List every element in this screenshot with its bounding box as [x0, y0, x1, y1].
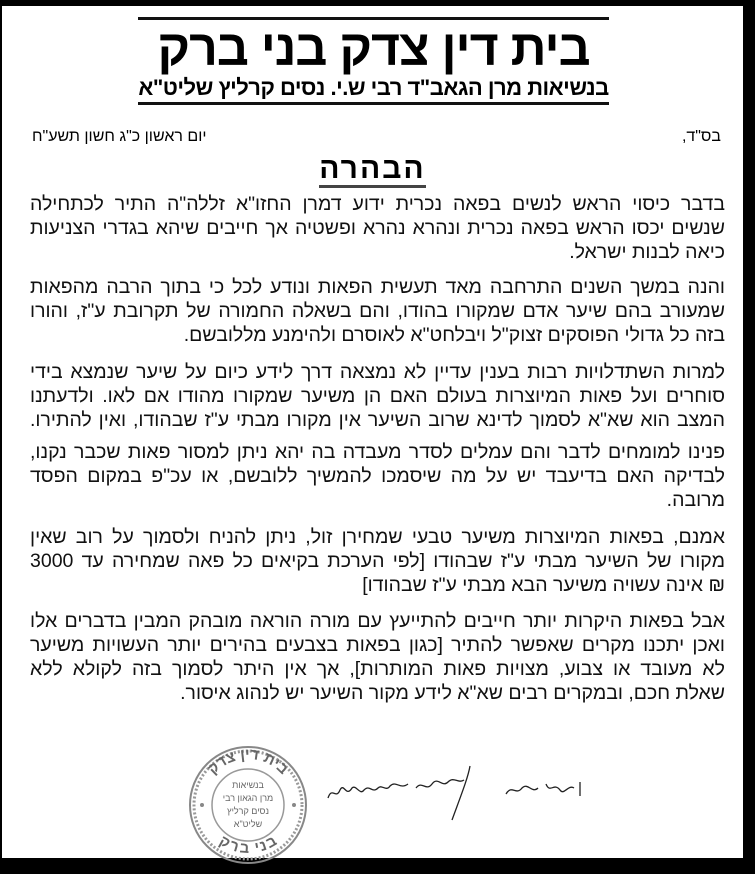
court-stamp [185, 744, 311, 866]
text-line: לא מעובד או צבוע, מצויות פאות המותרות], אך אין היתר לסמוך בזה לקולא ללא [30, 658, 725, 680]
stamp-line: בנשיאות [232, 780, 264, 790]
text-line: שנשים יכסו הראש בפאה נכרית ונהרא נהרא ופשטיה אך חייבים שיהא בגדרי הצניעות [30, 217, 725, 239]
stamp-line: שליט"א [233, 819, 263, 829]
stamp-ring-top: בית דין צדק [204, 745, 292, 778]
text-line: ₪ אינה עשויה משיער הבא מבתי ע"ז שבהודו] [362, 574, 725, 596]
stamp-ring-bottom: בני ברק [216, 832, 280, 858]
text-line: המצב הוא שא"א לסמוך לדינא שרוב השיער אין מקורו מבתי ע"ז שבהודו, ואין להתירו. [30, 409, 725, 431]
text-line: סוחרים ועל פאות המיוצרות בעולם האם הן משיער שמקורו מהודו אם לאו. ולדעתנו [30, 385, 725, 407]
signature-3 [502, 774, 587, 804]
document-page [2, 6, 743, 858]
signature-1 [324, 776, 414, 806]
text-line: לבדיקה האם בדיעבד יש על מה שיסמכו להמשיך ללובשם, או עכ"פ במקום הפסד [30, 465, 725, 487]
signature-2 [412, 758, 482, 828]
text-line: והנה במשך השנים התרחבה מאד תעשית הפאות ונודע לכל כי בתוך הרבה מהפאות [30, 276, 725, 298]
paragraph-2 [30, 275, 725, 347]
paragraph-4 [30, 440, 725, 512]
stamp-line: מרן הגאון רבי [222, 793, 274, 803]
text-line: שמעורב בהם שיער אדם שמקורו בהודו, והם בשאלה החמורה של תקרובת ע"ז, והורו [30, 300, 725, 322]
document-date: יום ראשון כ"ג חשון תשע"ח [32, 128, 207, 145]
text-line: פנינו למומחים לדבר והם עמלים לסדר מעבדה בה יהא ניתן למסור פאות שכבר נקנו, [30, 441, 725, 463]
heading-text: הבהרה [319, 152, 425, 188]
text-line: כיאה לבנות ישראל. [569, 241, 725, 263]
letterhead-title: בית דין צדק בני ברק [157, 20, 590, 76]
text-line: אבל בפאות היקרות יותר חייבים להתייעץ עם מורה הוראה מובהק המבין בדברים אלו [30, 610, 725, 632]
paragraph-3 [30, 360, 725, 432]
text-line: בזה כל גדולי הפוסקים זצוק"ל ויבלחט"א לאוסרם ולהימנע מללובשם. [183, 324, 725, 346]
text-line: אמנם, בפאות המיוצרות משיער טבעי שמחירן זול, ניתן להניח ולסמוך על רוב שאין [30, 526, 725, 548]
letterhead-subtitle: בנשיאות מרן הגאב"ד רבי ש.י. נסים קרליץ שליט"א [138, 75, 609, 100]
text-line: מקורו של השיער מבתי ע"ז שבהודו [לפי הערכת בקיאים כל פאה שמחירה עד 3000 [30, 550, 725, 572]
letterhead-bottom-rule [138, 102, 609, 105]
bsd-mark: בס"ד, [681, 128, 721, 145]
text-line: בדבר כיסוי הראש לנשים בפאה נכרית ידוע דמרן החזו"א זללה"ה התיר לכתחילה [30, 193, 725, 215]
document-heading [2, 152, 743, 186]
text-line: מרובה. [666, 489, 725, 511]
text-line: למרות השתדלויות רבות בענין עדיין לא נמצאה דרך לידע כיום על שיער שנמצא בידי [30, 361, 725, 383]
paragraph-6 [30, 609, 725, 705]
text-line: שאלת חכם, ובמקרים רבים שא"א לידע מקור השיער יש לנהוג איסור. [180, 682, 725, 704]
paragraph-5 [30, 525, 725, 597]
stamp-line: נסים קרליץ [227, 806, 269, 816]
text-line: ואכן יתכנו מקרים שאפשר להתיר [כגון בפאות בצבעים בהירים יותר העשויות משיער [30, 634, 725, 656]
paragraph-1 [30, 192, 725, 264]
